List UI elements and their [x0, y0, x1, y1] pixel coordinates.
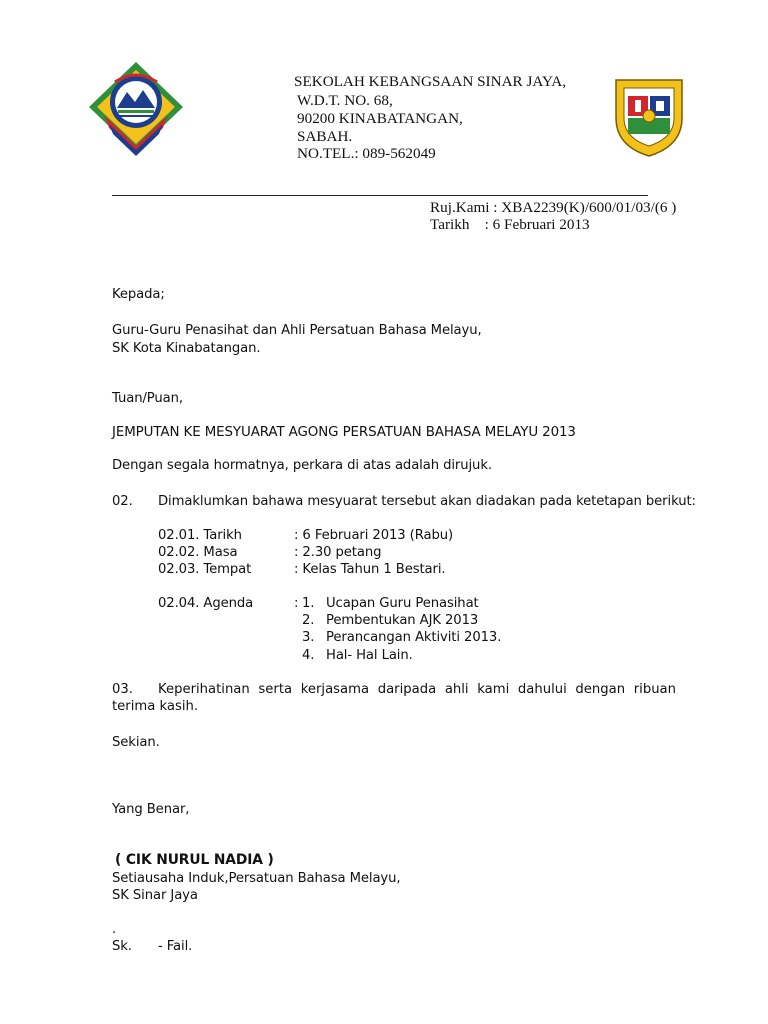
- agenda-item: Ucapan Guru Penasihat: [326, 596, 479, 611]
- detail-value: : Kelas Tahun 1 Bestari.: [294, 562, 446, 577]
- school-name: SEKOLAH KEBANGSAAN SINAR JAYA,: [294, 73, 566, 90]
- paragraph-3-text: Keperihatinan serta kerjasama daripada ahli kami dahului dengan ribuan terima kasih.: [112, 682, 676, 714]
- paragraph-1: Dengan segala hormatnya, perkara di atas adalah dirujuk.: [112, 458, 492, 473]
- paragraph-3-number: 03.: [112, 682, 133, 697]
- reference-number: Ruj.Kami : XBA2239(K)/600/01/03/(6 ): [430, 199, 677, 216]
- agenda-item: Perancangan Aktiviti 2013.: [326, 630, 502, 645]
- signer-school: SK Sinar Jaya: [112, 888, 198, 903]
- address-line-1: W.D.T. NO. 68,: [297, 92, 393, 109]
- agenda-number: 3.: [302, 630, 315, 645]
- sign-off: Yang Benar,: [112, 802, 190, 817]
- address-line-2: 90200 KINABATANGAN,: [297, 110, 463, 127]
- header-divider: [112, 195, 648, 196]
- phone-number: NO.TEL.: 089-562049: [297, 145, 436, 162]
- detail-key: 02.01. Tarikh: [158, 528, 242, 543]
- paragraph-2-text: Dimaklumkan bahawa mesyuarat tersebut akan diadakan pada ketetapan berikut:: [158, 494, 696, 509]
- detail-value: :: [294, 596, 299, 611]
- association-emblem: [612, 74, 686, 158]
- agenda-item: Hal- Hal Lain.: [326, 648, 413, 663]
- letter-subject: JEMPUTAN KE MESYUARAT AGONG PERSATUAN BAHASA MELAYU 2013: [112, 425, 576, 440]
- signer-role: Setiausaha Induk,Persatuan Bahasa Melayu,: [112, 871, 401, 886]
- recipient-line-2: SK Kota Kinabatangan.: [112, 341, 261, 356]
- cc-item: - Fail.: [158, 939, 193, 954]
- paragraph-3: [112, 681, 676, 715]
- school-logo: [85, 58, 187, 156]
- detail-value: : 2.30 petang: [294, 545, 382, 560]
- salutation: Tuan/Puan,: [112, 391, 184, 406]
- detail-key: 02.03. Tempat: [158, 562, 252, 577]
- signer-name: ( CIK NURUL NADIA ): [115, 852, 274, 868]
- agenda-number: 1.: [302, 596, 315, 611]
- paragraph-2-number: 02.: [112, 494, 133, 509]
- detail-key: 02.04. Agenda: [158, 596, 254, 611]
- agenda-number: 4.: [302, 648, 315, 663]
- detail-key: 02.02. Masa: [158, 545, 238, 560]
- closing: Sekian.: [112, 735, 160, 750]
- recipient-line-1: Guru-Guru Penasihat dan Ahli Persatuan Bahasa Melayu,: [112, 323, 482, 338]
- agenda-item: Pembentukan AJK 2013: [326, 613, 479, 628]
- detail-value: : 6 Februari 2013 (Rabu): [294, 528, 454, 543]
- cc-dot: .: [112, 922, 117, 937]
- agenda-number: 2.: [302, 613, 315, 628]
- address-line-3: SABAH.: [297, 128, 353, 145]
- letter-date: Tarikh : 6 Februari 2013: [430, 216, 590, 233]
- recipient-label: Kepada;: [112, 287, 165, 302]
- cc-label: Sk.: [112, 939, 132, 954]
